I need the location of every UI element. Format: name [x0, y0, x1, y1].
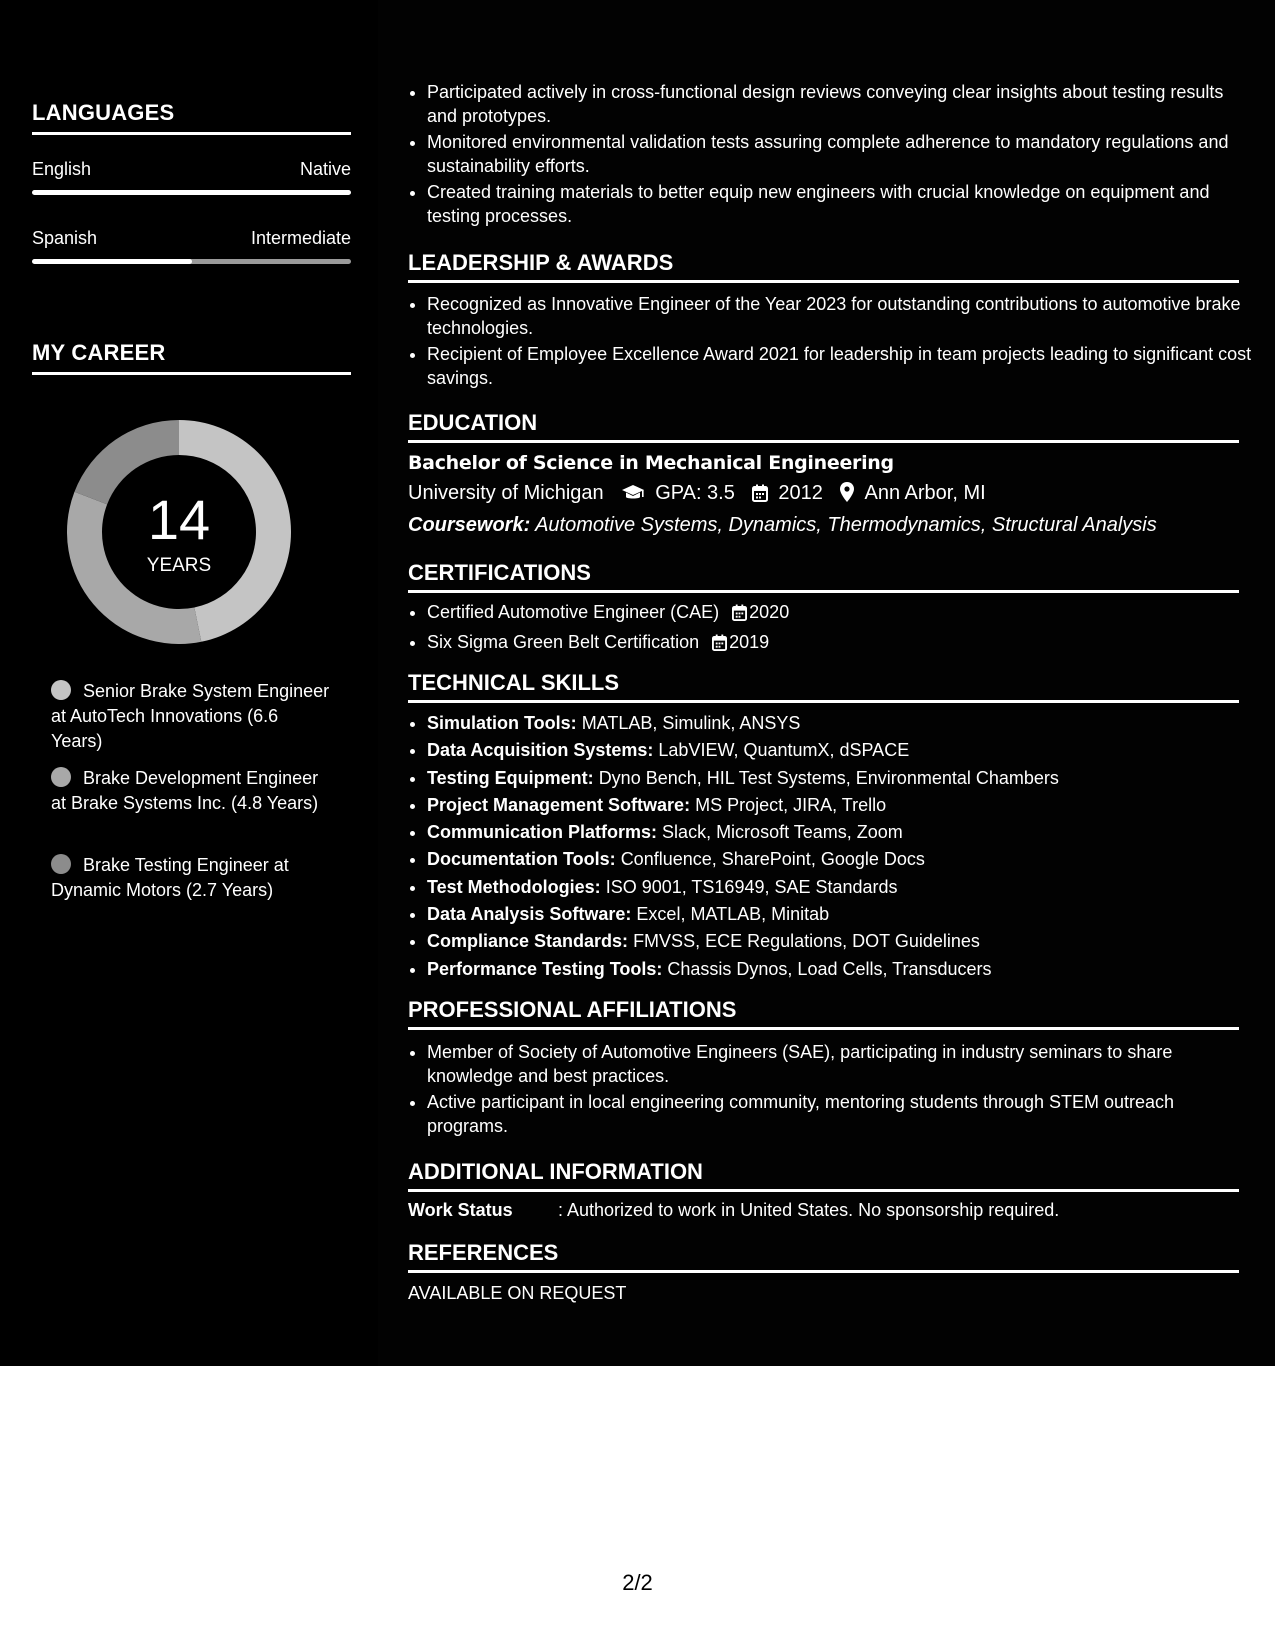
language-proficiency-fill — [32, 259, 192, 264]
career-legend-label: Senior Brake System Engineer at AutoTech Innovations (6.6 Years) — [51, 681, 330, 751]
education-degree: Bachelor of Science in Mechanical Engineering — [408, 452, 894, 474]
coursework-value: Automotive Systems, Dynamics, Thermodynamics, Structural Analysis — [535, 514, 1157, 536]
technical-skills-list — [408, 710, 1258, 983]
skill-item — [427, 737, 1258, 764]
career-total-years: 14 — [147, 488, 211, 551]
affiliation-item: • Member of Society of Automotive Engineers (SAE), participating in industry seminars to share knowledge and best practices. — [427, 1040, 1258, 1088]
career-legend-item — [51, 679, 331, 754]
skill-value: Chassis Dynos, Load Cells, Transducers — [667, 958, 992, 979]
leadership-list — [408, 292, 1258, 392]
career-legend-dot — [51, 854, 71, 874]
career-total-unit: YEARS — [146, 555, 212, 576]
certification-name: Six Sigma Green Belt Certification — [427, 632, 700, 652]
language-name: Spanish — [32, 228, 98, 248]
languages-title: LANGUAGES — [32, 100, 351, 135]
leadership-item: • Recipient of Employee Excellence Award 2021 for leadership in team projects leading to significant cost savings. — [427, 342, 1258, 390]
skill-label: Documentation Tools: — [427, 849, 616, 870]
skill-label: Testing Equipment: — [427, 767, 594, 788]
skill-value: ISO 9001, TS16949, SAE Standards — [605, 876, 898, 897]
skill-label: Project Management Software: — [427, 794, 691, 815]
career-donut-center — [67, 420, 291, 644]
career-donut-chart — [67, 420, 291, 644]
certifications-title: CERTIFICATIONS — [408, 560, 1239, 593]
skill-item — [427, 710, 1258, 737]
skill-item — [427, 819, 1258, 846]
skill-item — [427, 846, 1258, 873]
career-legend-dot — [51, 680, 71, 700]
certification-item — [427, 629, 1258, 659]
affiliations-title: PROFESSIONAL AFFILIATIONS — [408, 997, 1239, 1030]
affiliation-item: • Active participant in local engineering community, mentoring students through STEM outreach programs. — [427, 1090, 1258, 1138]
education-meta — [408, 482, 986, 508]
skill-value: MATLAB, Simulink, ANSYS — [581, 713, 801, 733]
sidebar — [0, 0, 378, 1366]
additional-info-row — [408, 1200, 1059, 1221]
certification-year: 2019 — [729, 632, 770, 652]
additional-info-title: ADDITIONAL INFORMATION — [408, 1159, 1239, 1192]
skill-label: Communication Platforms: — [427, 822, 658, 843]
skill-item — [427, 901, 1258, 928]
experience-bullet: • Participated actively in cross-functional design reviews conveying clear insights about testing results and prototypes. — [427, 80, 1258, 128]
skill-label: Test Methodologies: — [427, 876, 601, 897]
references-text: AVAILABLE ON REQUEST — [408, 1283, 627, 1303]
skill-label: Data Acquisition Systems: — [427, 740, 654, 761]
education-location: Ann Arbor, MI — [864, 482, 986, 504]
language-proficiency-fill — [32, 190, 351, 195]
education-coursework — [408, 514, 1157, 537]
experience-bullet: • Monitored environmental validation tests assuring complete adherence to mandatory regulations and sustainability efforts. — [427, 130, 1258, 178]
affiliations-list — [408, 1040, 1258, 1140]
experience-bullet-list — [408, 80, 1258, 230]
skill-value: LabVIEW, QuantumX, dSPACE — [658, 740, 910, 761]
language-level: Native — [299, 159, 351, 179]
language-proficiency-bar — [32, 259, 351, 264]
career-legend-label: Brake Testing Engineer at Dynamic Motors (2.7 Years) — [51, 855, 289, 900]
leadership-title: LEADERSHIP & AWARDS — [408, 250, 1239, 283]
additional-info-key: Work Status — [408, 1200, 513, 1220]
skill-value: Slack, Microsoft Teams, Zoom — [662, 822, 903, 843]
language-name: English — [32, 159, 92, 179]
language-level: Intermediate — [250, 228, 351, 248]
skill-value: Confluence, SharePoint, Google Docs — [620, 849, 925, 870]
calendar-icon — [752, 484, 768, 508]
career-legend-item — [51, 853, 331, 903]
calendar-icon — [712, 632, 727, 659]
additional-info-value: : Authorized to work in United States. No sponsorship required. — [558, 1200, 1060, 1220]
career-legend-dot — [51, 767, 71, 787]
graduation-cap-icon — [621, 484, 645, 508]
page-number: 2/2 — [622, 1570, 653, 1595]
skill-value: MS Project, JIRA, Trello — [695, 794, 887, 815]
technical-skills-title: TECHNICAL SKILLS — [408, 670, 1239, 703]
skill-item — [427, 874, 1258, 901]
leadership-item: • Recognized as Innovative Engineer of the Year 2023 for outstanding contributions to automotive brake technologies. — [427, 292, 1258, 340]
map-pin-icon — [840, 482, 854, 508]
education-title: EDUCATION — [408, 410, 1239, 443]
education-gpa: GPA: 3.5 — [655, 482, 735, 504]
skill-value: Excel, MATLAB, Minitab — [636, 904, 830, 925]
references-title: REFERENCES — [408, 1240, 1239, 1273]
career-legend-item — [51, 766, 331, 816]
skill-label: Compliance Standards: — [427, 931, 629, 952]
career-legend-label: Brake Development Engineer at Brake Systems Inc. (4.8 Years) — [51, 768, 319, 813]
skill-value: FMVSS, ECE Regulations, DOT Guidelines — [633, 931, 980, 952]
language-proficiency-bar — [32, 190, 351, 195]
skill-label: Data Analysis Software: — [427, 904, 632, 925]
career-title: MY CAREER — [32, 340, 351, 375]
skill-item — [427, 928, 1258, 955]
education-school: University of Michigan — [408, 482, 604, 504]
skill-item — [427, 792, 1258, 819]
skill-item — [427, 956, 1258, 983]
coursework-label: Coursework: — [408, 514, 531, 536]
skill-label: Performance Testing Tools: — [427, 958, 663, 979]
skill-item — [427, 765, 1258, 792]
skill-label: Simulation Tools: — [427, 713, 577, 733]
experience-bullet: • Created training materials to better equip new engineers with crucial knowledge on equipment and testing processes. — [427, 180, 1258, 228]
certification-name: Certified Automotive Engineer (CAE) — [427, 602, 720, 622]
language-row — [32, 159, 351, 180]
language-row — [32, 228, 351, 249]
certifications-list — [408, 599, 1258, 659]
education-year: 2012 — [778, 482, 823, 504]
skill-value: Dyno Bench, HIL Test Systems, Environmental Chambers — [598, 767, 1059, 788]
certification-item — [427, 599, 1258, 629]
calendar-icon — [732, 602, 747, 629]
certification-year: 2020 — [749, 602, 790, 622]
